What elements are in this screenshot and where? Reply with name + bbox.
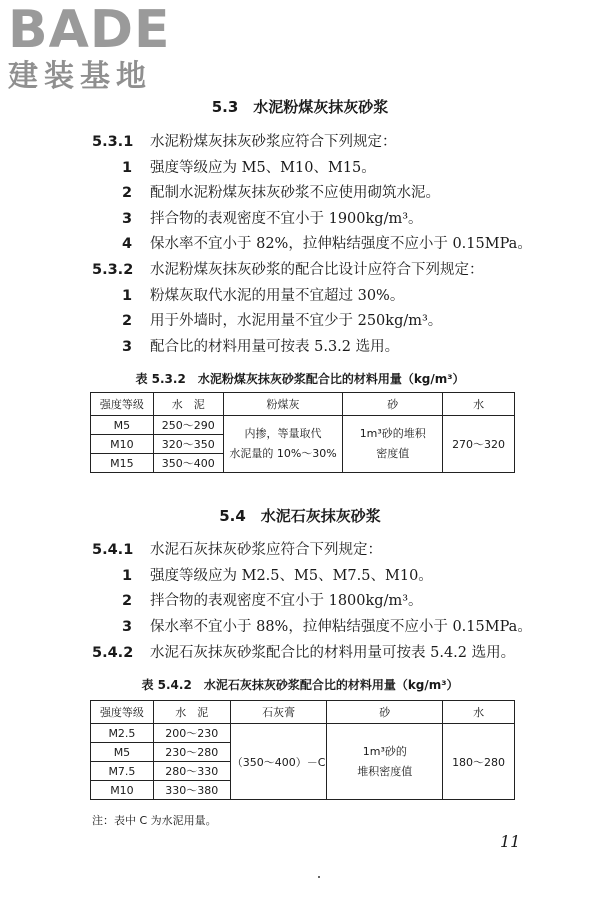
water-cell: 270～320 (443, 416, 515, 473)
scan-speck (318, 876, 320, 878)
section-heading-5-3: 5.3 水泥粉煤灰抹灰砂浆 (211, 98, 389, 116)
header-grade: 强度等级 (91, 393, 154, 416)
table-note: 注：表中 C 为水泥用量。 (92, 814, 217, 827)
table-row: M2.5 200～230 （350～400）－C 1m³砂的 堆积密度值 180～280 (91, 724, 515, 743)
header-cement: 水 泥 (153, 701, 230, 724)
header-grade: 强度等级 (91, 701, 154, 724)
table-row: M5 250～290 内掺，等量取代 水泥量的 10%～30% 1m³砂的堆积 密度值 270～320 (91, 416, 515, 435)
table-5-3-2 (90, 392, 515, 473)
lime-cell: （350～400）－C (230, 724, 327, 800)
table-caption-5-4-2: 表 5.4.2 水泥石灰抹灰砂浆配合比的材料用量（kg/m³） (141, 678, 459, 692)
header-sand: 砂 (343, 393, 443, 416)
section-heading-5-4: 5.4 水泥石灰抹灰砂浆 (219, 507, 381, 525)
page-number: 11 (500, 832, 521, 851)
header-water: 水 (443, 701, 515, 724)
table-row: M10 320～350 (91, 435, 515, 454)
header-water: 水 (443, 393, 515, 416)
table-row: M5 230～280 (91, 743, 515, 762)
sand-cell: 1m³砂的 堆积密度值 (327, 724, 443, 800)
header-cement: 水 泥 (153, 393, 223, 416)
table-caption-5-3-2: 表 5.3.2 水泥粉煤灰抹灰砂浆配合比的材料用量（kg/m³） (135, 372, 465, 386)
brand-logo (8, 0, 188, 96)
table-row: M15 350～400 (91, 454, 515, 473)
logo-subtitle: 建装基地 (8, 59, 152, 94)
sand-cell: 1m³砂的堆积 密度值 (343, 416, 443, 473)
table-row: M7.5 280～330 (91, 762, 515, 781)
table-row: M10 330～380 (91, 781, 515, 800)
header-sand: 砂 (327, 701, 443, 724)
flyash-cell: 内掺，等量取代 水泥量的 10%～30% (223, 416, 343, 473)
table-header-row (91, 393, 515, 416)
logo-brand-text: BADE (8, 0, 171, 60)
header-flyash: 粉煤灰 (223, 393, 343, 416)
water-cell: 180～280 (443, 724, 515, 800)
table-5-4-2 (90, 700, 515, 800)
table-header-row (91, 701, 515, 724)
header-lime: 石灰膏 (230, 701, 327, 724)
